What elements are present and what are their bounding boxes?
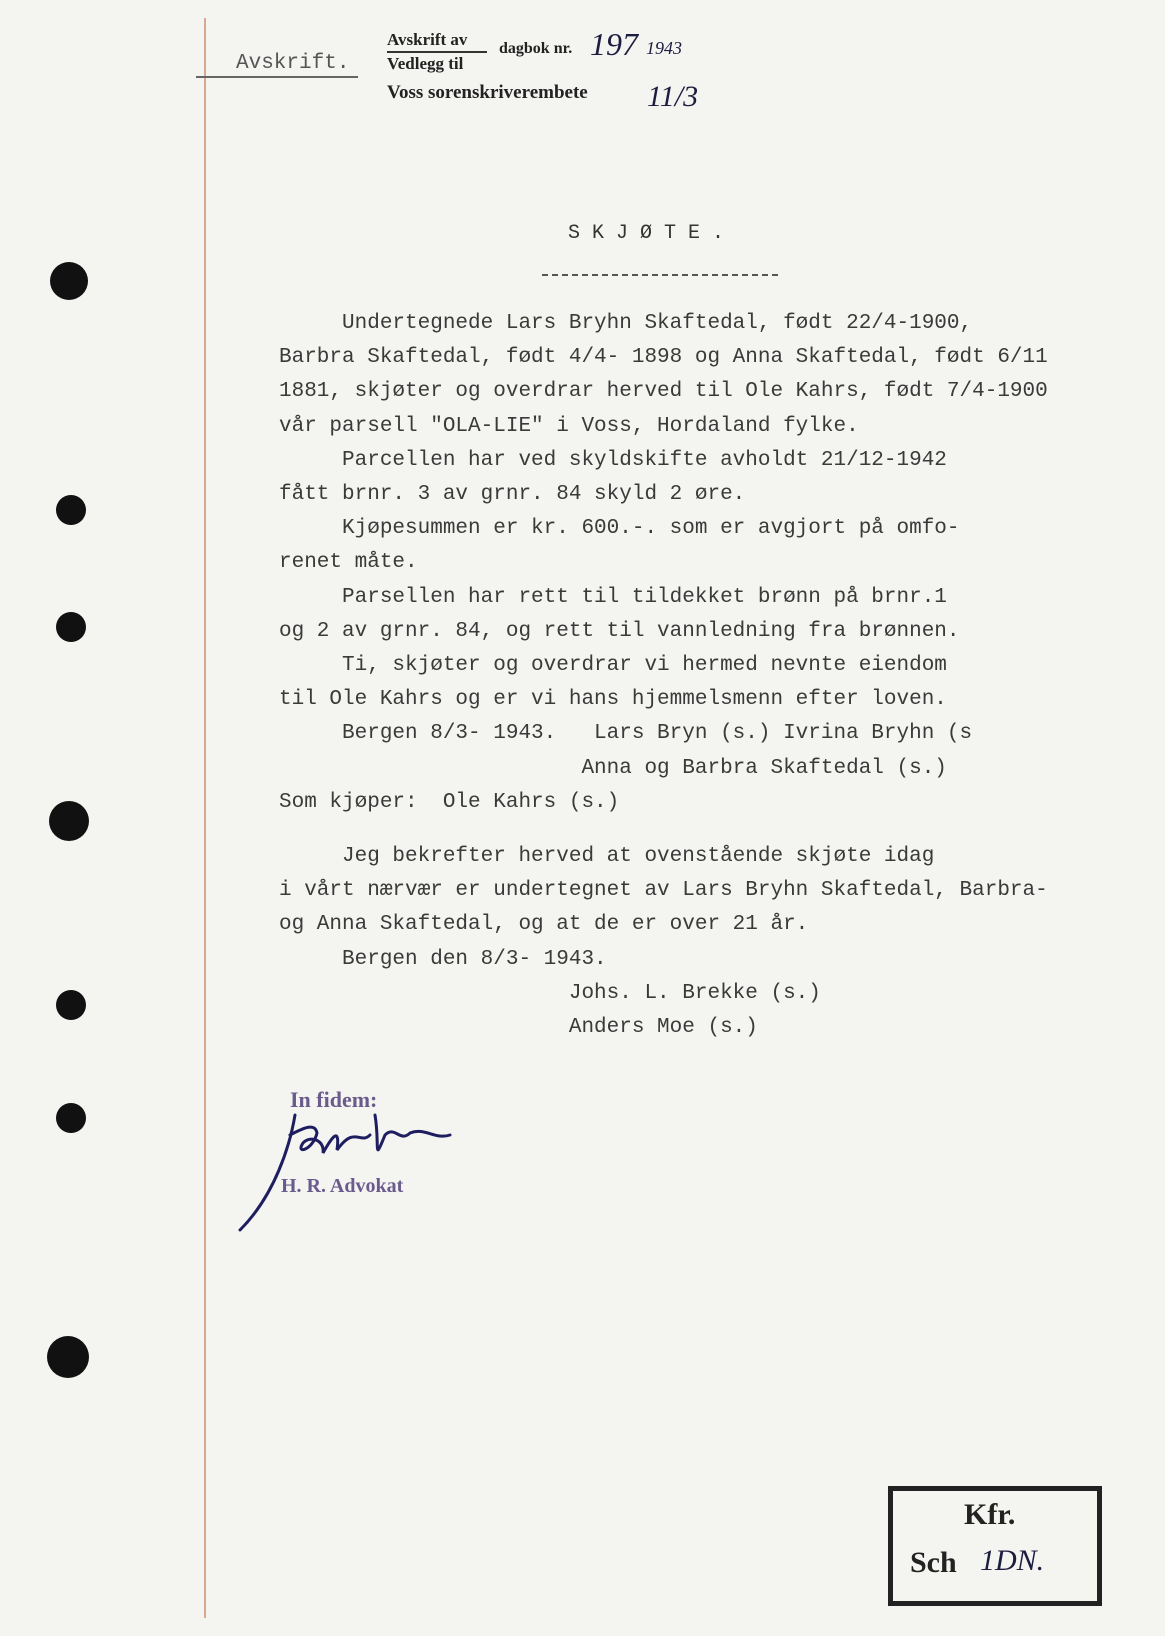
- document-title: SKJØTE.: [568, 222, 737, 245]
- title-underline: [542, 274, 778, 276]
- body-line: Bergen den 8/3- 1943.: [279, 947, 607, 971]
- punch-hole: [56, 495, 86, 525]
- body-line: Anna og Barbra Skaftedal (s.): [279, 756, 947, 780]
- handwritten-date: 11/3: [647, 80, 699, 113]
- punch-hole: [47, 1336, 89, 1378]
- body-line: og 2 av grnr. 84, og rett til vannledning fra brønnen.: [279, 619, 960, 643]
- body-line: Johs. L. Brekke (s.): [279, 981, 821, 1005]
- advokat-stamp: H. R. Advokat: [281, 1175, 404, 1197]
- body-line: renet måte.: [279, 551, 418, 575]
- body-line: Ti, skjøter og overdrar vi hermed nevnte eiendom: [279, 654, 947, 678]
- stamp-dagbok: dagbok nr.: [499, 40, 573, 57]
- body-line: 1881, skjøter og overdrar herved til Ole Kahrs, født 7/4-1900: [279, 380, 1048, 404]
- punch-hole: [56, 1103, 86, 1133]
- body-line: Bergen 8/3- 1943. Lars Bryn (s.) Ivrina Bryhn (s: [279, 722, 973, 746]
- avskrift-label: Avskrift.: [236, 52, 350, 75]
- punch-hole: [56, 612, 86, 642]
- body-line: Jeg bekrefter herved at ovenstående skjøte idag: [279, 845, 935, 869]
- body-line: fått brnr. 3 av grnr. 84 skyld 2 øre.: [279, 483, 746, 507]
- handwritten-year: 1943: [646, 38, 682, 58]
- punch-hole: [56, 990, 86, 1020]
- body-line: Kjøpesummen er kr. 600.-. som er avgjort på omfo-: [279, 517, 960, 541]
- document-body: [279, 307, 1149, 1045]
- body-line: og Anna Skaftedal, og at de er over 21 år.: [279, 913, 809, 937]
- body-line: [279, 820, 1149, 840]
- punch-hole: [50, 262, 88, 300]
- body-line: Parcellen har ved skyldskifte avholdt 21/12-1942: [279, 448, 947, 472]
- stamp-office: Voss sorenskriverembete: [387, 82, 588, 103]
- stamp-handwritten-note: 1DN.: [980, 1544, 1045, 1577]
- stamp-sch: Sch: [910, 1546, 957, 1579]
- avskrift-underline: [196, 76, 358, 78]
- body-line: Undertegnede Lars Bryhn Skaftedal, født 22/4-1900,: [279, 312, 973, 335]
- body-line: vår parsell "OLA-LIE" i Voss, Hordaland fylke.: [279, 414, 859, 438]
- body-line: Barbra Skaftedal, født 4/4- 1898 og Anna Skaftedal, født 6/11: [279, 346, 1048, 370]
- body-line: Parsellen har rett til tildekket brønn på brnr.1: [279, 585, 947, 609]
- stamp-divider: [387, 51, 487, 53]
- body-line: til Ole Kahrs og er vi hans hjemmelsmenn efter loven.: [279, 688, 947, 712]
- body-line: Anders Moe (s.): [279, 1016, 758, 1040]
- stamp-avskrift-av: Avskrift av: [387, 30, 468, 49]
- stamp-vedlegg-til: Vedlegg til: [387, 54, 464, 73]
- handwritten-number: 197: [590, 26, 638, 62]
- margin-line: [204, 18, 206, 1618]
- punch-hole: [49, 801, 89, 841]
- body-line: Som kjøper: Ole Kahrs (s.): [279, 790, 620, 814]
- stamp-kfr: Kfr.: [964, 1498, 1016, 1531]
- body-line: i vårt nærvær er undertegnet av Lars Bryhn Skaftedal, Barbra-: [279, 879, 1048, 903]
- in-fidem-stamp: In fidem:: [290, 1087, 378, 1112]
